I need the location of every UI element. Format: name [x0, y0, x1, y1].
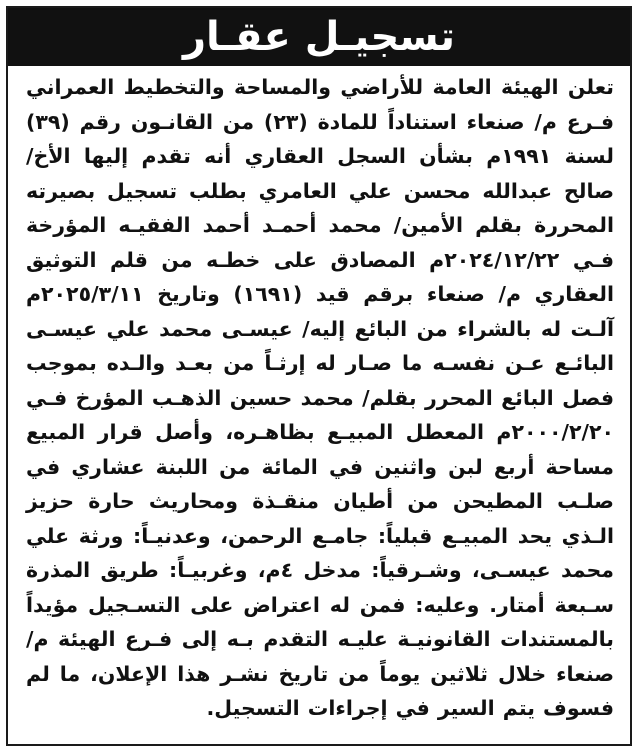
notice-title: تسجيـل عقـار: [182, 14, 455, 60]
registration-notice: [6, 6, 632, 746]
notice-body: تعلن الهيئة العامة للأراضي والمساحة والتخطيط العمراني فـرع م/ صنعاء استناداً للمادة (٢٣) من القانـون رقم (٣٩) لسنة ١٩٩١م بشأن السجل العقاري أنه تقدم إليها الأخ/ صالح عبدالله محسن علي العامري بطلب تسجيل بصيرته المحررة بقلم الأمين/ محمد أحمـد أحمد الفقيـه المؤرخة فـي ٢٠٢٤/١٢/٢٢م المصادق على خطـه من قلم التوثيق العقاري م/ صنعاء برقم قيد (١٦٩١) وتاريخ ٢٠٢٥/٣/١١م آلـت له بالشراء من البائع إليه/ عيسـى محمد علي عيسـى البائـع عـن نفسـه ما صـار له إرثـاً من بعـد والـده بموجب فصل البائع المحرر بقلم/ محمد حسين الذهـب المؤرخ فـي ٢٠٠٠/٢/٢٠م المعطل المبيـع بظاهـره، وأصل قرار المبيع مساحة أربع لبن واثنين في المائة من اللبنة عشاري في صلـب المطيحن من أطيان منقـذة ومحاريث حارة حزيز الـذي يحد المبيـع قبلياً: جامـع الرحمن، وعدنيـاً: ورثة علي محمد عيسـى، وشـرقياً: مدخل ٤م، وغربيـاً: طريق المذرة سـبعة أمتار. وعليه: فمن له اعتراض على التسـجيل مؤيداً بالمستندات القانونيـة عليـه التقدم بـه إلى فـرع الهيئة م/ صنعاء خلال ثلاثين يوماً من تاريخ نشـر هذا الإعلان، ما لم فسوف يتم السير في إجراءات التسجيل.: [26, 75, 614, 720]
notice-title-bar: [8, 8, 630, 66]
